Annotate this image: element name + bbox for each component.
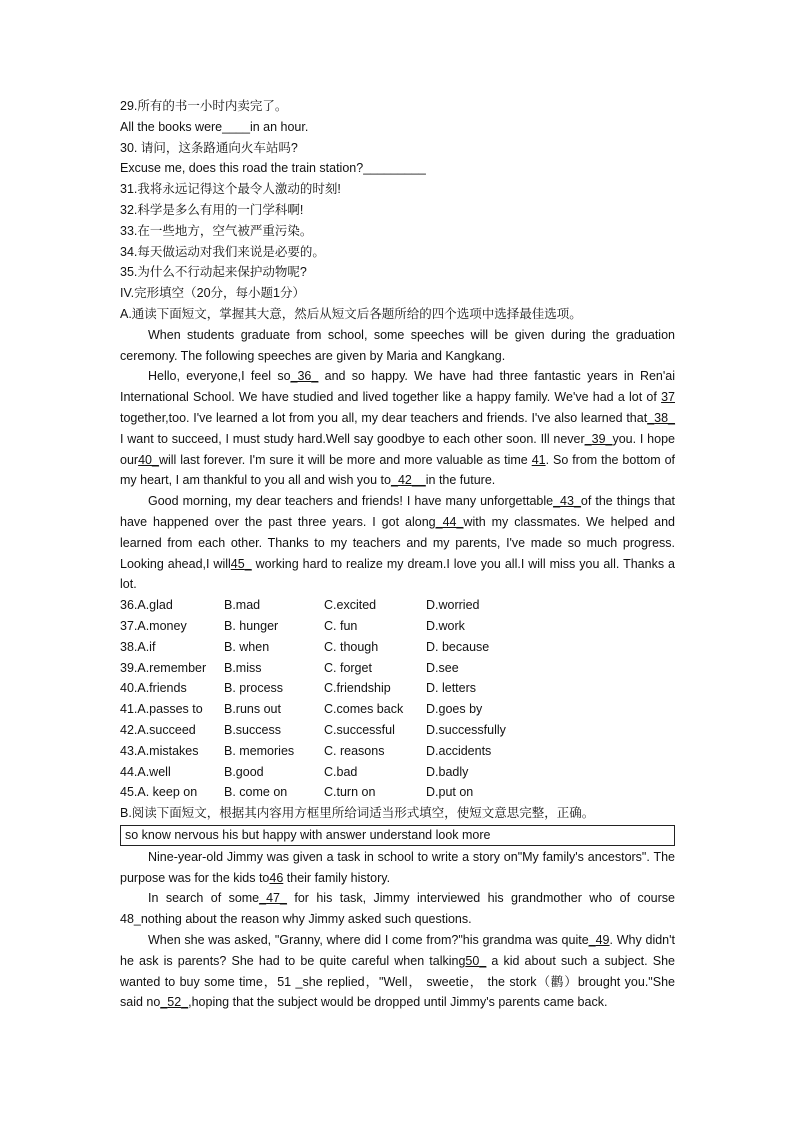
passage-b-paragraph-2: In search of some_47_ for his task, Jimmy interviewed his grandmother who of course 48_nothing about the reason why Jimmy asked such questions. <box>120 891 675 927</box>
option-row: 38.A.if B. when C. though D. because <box>120 639 490 654</box>
word-box: so know nervous his but happy with answer understand look more <box>120 825 675 846</box>
option-row: 43.A.mistakes B. memories C. reasons D.accidents <box>120 743 492 758</box>
blank-38: _38_ <box>647 410 675 425</box>
blank-36: _36_ <box>290 369 319 384</box>
q30-english: Excuse me, does this road the train station?_________ <box>120 161 426 176</box>
q32: 32.科学是多么有用的一门学科啊! <box>120 202 304 217</box>
worksheet-page <box>120 96 675 1013</box>
q35: 35.为什么不行动起来保护动物呢? <box>120 265 307 280</box>
option-row: 39.A.remember B.miss C. forget D.see <box>120 660 459 675</box>
blank-49: _49 <box>588 933 610 948</box>
blank-42: _42__ <box>390 473 426 488</box>
option-row: 40.A.friends B. process C.friendship D. letters <box>120 681 477 696</box>
option-row: 37.A.money B. hunger C. fun D.work <box>120 618 465 633</box>
blank-44: _44_ <box>435 514 464 529</box>
blank-50: 50_ <box>465 953 487 968</box>
q34: 34.每天做运动对我们来说是必要的。 <box>120 244 325 259</box>
passage-b-instruction: B.阅读下面短文，根据其内容用方框里所给词适当形式填空，使短文意思完整，正确。 <box>120 806 595 821</box>
option-row: 41.A.passes to B.runs out C.comes back D.goes by <box>120 702 483 717</box>
q33: 33.在一些地方，空气被严重污染。 <box>120 223 313 238</box>
q31: 31.我将永远记得这个最令人激动的时刻! <box>120 182 341 197</box>
blank-43: _43_ <box>553 494 581 509</box>
option-row: 42.A.succeed B.success C.successful D.successfully <box>120 722 506 737</box>
speech-kangkang: Good morning, my dear teachers and friends! I have many unforgettable_43_of the things that have happened over the past three years. I got along_44_with my classmates. We helped and learned from each other. Thanks to my teachers and my parents, I've made so much progress. Looking ahead,I will45_ working hard to realize my dream.I love you all.I will miss you all. Thanks a lot. <box>120 494 675 592</box>
cloze-intro: When students graduate from school, some speeches will be given during the graduation ceremony. The following speeches are given by Maria and Kangkang. <box>120 327 675 363</box>
blank-52: _52_ <box>160 995 189 1010</box>
q30-chinese: 30. 请问，这条路通向火车站吗? <box>120 140 298 155</box>
passage-b-paragraph-1: Nine-year-old Jimmy was given a task in school to write a story on"My family's ancestors". The purpose was for the kids to46 their family history. <box>120 849 675 885</box>
blank-40: 40_ <box>138 452 159 467</box>
option-row: 36.A.glad B.mad C.excited D.worried <box>120 598 480 613</box>
options-list <box>120 595 675 803</box>
passage-b-paragraph-3: When she was asked, "Granny, where did I come from?"his grandma was quite_49. Why didn't he ask is parents? She had to be quite careful when talking50_ a kid about such a subject. She wanted to buy some time，51 _she replied，"Well， sweetie， the stork（鹳）brought you."She said no_52_,hoping that the subject would be dropped until Jimmy's parents came back. <box>120 933 675 1010</box>
speech-maria: Hello, everyone,I feel so_36_ and so happy. We have had three fantastic years in Ren'ai International School. We have studied and lived together like a happy family. We've had a lot of 37 together,too. I've learned a lot from you all, my dear teachers and friends. I've also learned that_38_ I want to succeed, I must study hard.Well say goodbye to each other soon. Ill never_39_you. I hope our40_will last forever. I'm sure it will be more and more valuable as time 41. So from the bottom of my heart, I am thankful to you all and wish you to_42__in the future. <box>120 369 675 488</box>
cloze-section-title: IV.完形填空（20分，每小题1分） <box>120 286 305 301</box>
q29-english: All the books were____in an hour. <box>120 119 309 134</box>
option-row: 44.A.well B.good C.bad D.badly <box>120 764 469 779</box>
blank-46: 46 <box>269 870 284 885</box>
blank-39: _39_ <box>584 431 613 446</box>
option-row: 45.A. keep on B. come on C.turn on D.put on <box>120 785 474 800</box>
cloze-a-instruction: A.通读下面短文，掌握其大意，然后从短文后各题所给的四个选项中选择最佳选项。 <box>120 306 582 321</box>
q29-chinese: 29.所有的书一小时内卖完了。 <box>120 99 288 113</box>
blank-45: 45_ <box>230 556 252 571</box>
blank-41: 41 <box>531 452 546 467</box>
blank-47: _47_ <box>259 891 287 906</box>
blank-37: 37 <box>661 390 675 405</box>
